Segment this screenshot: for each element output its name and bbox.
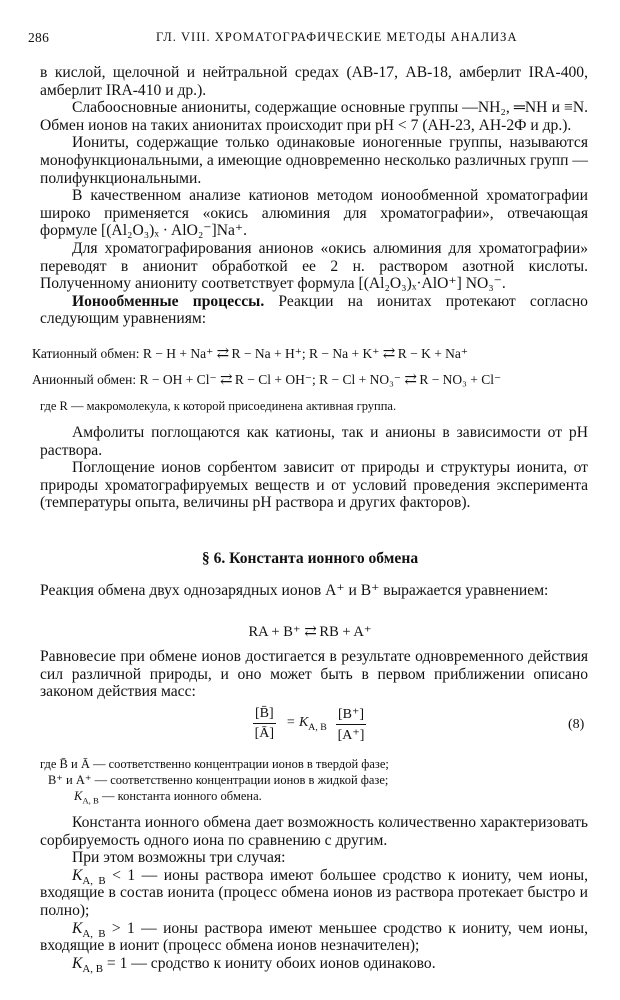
page-number: 286	[28, 30, 50, 45]
case2-k: K	[72, 919, 83, 937]
processes-text: Реакции на ионитах протекают согласно следующим уравнениям:	[40, 292, 588, 328]
equation-k-subscript: A, B	[308, 721, 327, 733]
cation-eq1-left: R − H + Na⁺	[142, 346, 214, 361]
paragraph-absorption: Поглощение ионов сорбентом зависит от природы и структуры ионита, от природы хроматографируемых веществ и от условий проведения эксперимента (температуры опыта, величины pH раствора и других факторов).	[40, 459, 588, 512]
fraction-solid-denominator: [Ā]	[254, 726, 275, 741]
case-equal-one	[40, 955, 588, 973]
intro-block	[40, 64, 588, 328]
fraction-solid-numerator: [B̄]	[253, 706, 276, 724]
paragraph-reaction: Реакция обмена двух однозарядных ионов A⁺ и B⁺ выражается уравнением:	[40, 582, 549, 599]
paragraph-weak-base: Слабоосновные аниониты, содержащие основные группы —NH₂, ═NH и ≡N. Обмен ионов на таких анионитах происходит при pH < 7 (АН-23, АН-2Ф и др.).	[40, 99, 588, 134]
exchange-equation	[0, 622, 620, 641]
equilibrium-arrow: ⇄	[404, 372, 416, 388]
chapter-title: ГЛ. VIII. ХРОМАТОГРАФИЧЕСКИЕ МЕТОДЫ АНАЛИЗА	[156, 30, 518, 44]
equilibrium-arrow: ⇄	[216, 346, 229, 362]
case-greater-than-one	[40, 920, 588, 955]
equation-number: (8)	[568, 717, 585, 732]
where-k-subscript: A, B	[82, 795, 99, 806]
paragraph-constant: Константа ионного обмена дает возможность количественно характеризовать сорбируемость одного иона по сравнению с другим.	[40, 814, 588, 849]
paragraph-processes	[40, 293, 588, 328]
fraction-liquid-numerator: [B⁺]	[336, 706, 366, 725]
cation-eq2-right: R − K + Na⁺	[397, 346, 469, 361]
where-solid: где B̄ и Ā — соответственно концентрации ионов в твердой фазе;	[40, 757, 389, 771]
equation-k: = K	[286, 715, 309, 730]
section-title: § 6. Константа ионного обмена	[201, 550, 419, 567]
equilibrium-arrow: ⇄	[382, 346, 395, 362]
case3-k: K	[72, 954, 83, 972]
case3-text: = 1 — сродство к иониту обоих ионов одинаково.	[103, 954, 436, 972]
anion-eq2-right: R − NO₃ + Cl⁻	[419, 372, 502, 387]
equation-constant	[286, 715, 327, 731]
case1-k-subscript: A, B	[82, 874, 106, 887]
running-header	[28, 30, 588, 50]
paragraph-mono-poly: Иониты, содержащие только одинаковые ионогенные группы, называются монофункциональными, а имеющие одновременно несколько различных групп — полифункциональными.	[40, 134, 588, 187]
anion-label: Анионный обмен:	[32, 372, 137, 387]
where-notes	[40, 756, 588, 804]
fraction-liquid-denominator: [A⁺]	[337, 728, 365, 743]
anion-eq1-left: R − OH + Cl⁻	[139, 372, 217, 387]
exchange-eq-left: RA + B⁺	[248, 624, 301, 640]
anion-eq1-right: R − Cl + OH⁻;	[234, 372, 316, 387]
fraction-solid-phase	[253, 706, 276, 742]
cases-block	[40, 814, 588, 975]
anion-exchange-line	[32, 370, 602, 389]
case1-text: < 1 — ионы раствора имеют большее сродство к иониту, чем ионы, входящие в состав ионита (процесс обмена ионов из раствора протекает быстро и полно);	[40, 866, 588, 919]
case-less-than-one	[40, 867, 588, 920]
where-constant	[40, 788, 588, 804]
fraction-liquid-phase	[336, 706, 366, 744]
paragraph-ampholytes: Амфолиты поглощаются как катионы, так и анионы в зависимости от pH раствора.	[40, 424, 588, 459]
cation-eq2-left: R − Na + K⁺	[309, 346, 380, 361]
where-R-note: где R — макромолекула, к которой присоединена активная группа.	[40, 399, 397, 413]
paragraph-anions: Для хроматографирования анионов «окись алюминия для хроматографии» переводят в анионит обработкой ее 2 н. раствором азотной кислоты. Полученному аниониту соответствует формула [(Al₂O₃)ₓ·AlO⁺] NO₃⁻.	[40, 239, 588, 293]
cation-exchange-line	[32, 344, 602, 363]
equilibrium-arrow: ⇄	[304, 624, 316, 640]
where-liquid: B⁺ и A⁺ — соответственно концентрации ионов в жидкой фазе;	[48, 773, 389, 787]
equilibrium-arrow: ⇄	[219, 372, 232, 388]
case2-text: > 1 — ионы раствора имеют меньшее сродство к иониту, чем ионы, входящие в ионит (процесс обмена ионов незначителен);	[40, 919, 588, 955]
paragraph-equilibrium: Равновесие при обмене ионов достигается в результате одновременного действия сил различной природы, и оно может быть в первом приближении описано законом действия масс:	[40, 648, 588, 701]
where-k: K	[74, 789, 83, 803]
after-block	[40, 424, 588, 512]
anion-eq2-left: R − Cl + NO₃⁻	[319, 372, 401, 387]
exchange-eq-right: RB + A⁺	[319, 624, 372, 640]
paragraph-alumina: В качественном анализе катионов методом ионообменной хроматографии широко применяется «окись алюминия для хроматографии», отвечающая формуле [(Al₂O₃)ₓ · AlO₂⁻]Na⁺.	[40, 187, 588, 240]
cation-eq1-right: R − Na + H⁺;	[231, 346, 306, 361]
paragraph-cases: При этом возможны три случая:	[72, 849, 286, 867]
processes-title: Ионообменные процессы.	[72, 292, 265, 310]
case3-k-subscript: A, B	[82, 962, 104, 975]
cation-label: Катионный обмен:	[32, 346, 140, 361]
intro-continuation: в кислой, щелочной и нейтральной средах (АВ-17, АВ-18, амберлит IRA-400, амберлит IRA-410 и др.).	[40, 64, 588, 99]
case1-k: K	[72, 866, 83, 884]
where-k-text: — константа ионного обмена.	[98, 789, 262, 803]
case2-k-subscript: A, B	[82, 927, 106, 940]
